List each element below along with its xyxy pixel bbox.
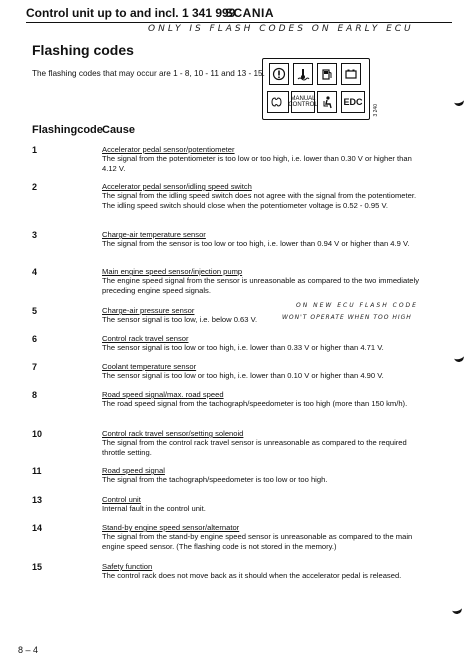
fault-description: The sensor signal is too low or too high, i.e. lower than 0.10 V or higher than 4.90 V. [102, 371, 384, 381]
flash-code-number: 15 [32, 562, 43, 572]
flash-code-number: 11 [32, 466, 42, 476]
header-title: Control unit up to and incl. 1 341 999 [26, 6, 236, 20]
handwritten-side-note-line2: WON'T OPERATE WHEN TOO HIGH [282, 314, 412, 321]
fault-name: Road speed signal [102, 466, 165, 475]
section-title: Flashing codes [32, 42, 134, 58]
fault-name: Control rack travel sensor/setting solenoid [102, 429, 244, 438]
edc-label: EDC [341, 91, 365, 113]
fault-name: Stand-by engine speed sensor/alternator [102, 523, 240, 532]
flash-code-number: 5 [32, 306, 38, 316]
flash-code-number: 2 [32, 182, 38, 192]
fault-description: The signal from the control rack travel sensor is unreasonable as compared to the required throttle setting. [102, 438, 407, 457]
fault-name: Control rack travel sensor [102, 334, 189, 343]
flash-code-number: 13 [32, 495, 43, 505]
figure-code: 3 240 [373, 104, 379, 117]
fault-name: Safety function [102, 562, 153, 571]
handwritten-side-note-line1: ON NEW ECU FLASH CODE [296, 302, 418, 309]
seated-person-icon [317, 91, 337, 113]
flash-code-number: 10 [32, 429, 43, 439]
engine-warning-icon [269, 63, 289, 85]
flash-code-number: 3 [32, 230, 38, 240]
fault-description: The signal from the potentiometer is too low or too high, i.e. lower than 0.30 V or higher than 4.12 V. [102, 154, 412, 173]
manual-control-label: MANUAL CONTROL [291, 91, 315, 113]
fault-description: The signal from the idling speed switch does not agree with the signal from the potentiometer. The idling speed switch should close when the potentiometer voltage is 0.52 - 0.95 V. [102, 191, 417, 210]
fault-name: Control unit [102, 495, 141, 504]
flash-code-number: 14 [32, 523, 43, 533]
fault-description: The signal from the stand-by engine speed sensor is unreasonable as compared to the main engine speed sensor. (The flashing code is not stored in the memory.) [102, 532, 413, 551]
fault-description: The control rack does not move back as it should when the accelerator pedal is released. [102, 571, 402, 581]
battery-icon [341, 63, 361, 85]
fault-description: The sensor signal is too low, i.e. below 0.63 V. [102, 315, 258, 325]
page-number: 8 – 4 [18, 645, 39, 655]
flash-code-number: 4 [32, 267, 38, 277]
fault-name: Accelerator pedal sensor/idling speed switch [102, 182, 252, 191]
column-header-code: Flashingcode [32, 124, 103, 136]
fault-name: Main engine speed sensor/injection pump [102, 267, 243, 276]
binding-hole-mark [453, 352, 465, 363]
fault-name: Road speed signal/max. road speed [102, 390, 224, 399]
brand-logo-text: SCANIA [225, 6, 275, 20]
binding-hole-mark [453, 96, 465, 107]
fault-name: Accelerator pedal sensor/potentiometer [102, 145, 235, 154]
fault-description: The signal from the sensor is too low or too high, i.e. lower than 0.94 V or higher than 4.9 V. [102, 239, 410, 249]
fault-name: Charge-air temperature sensor [102, 230, 206, 239]
flash-code-number: 1 [32, 145, 38, 155]
flash-code-number: 8 [32, 390, 38, 400]
glow-plug-icon [267, 91, 289, 113]
fault-description: The engine speed signal from the sensor is unreasonable as compared to the two immediately preceding engine speed signals. [102, 276, 420, 295]
fault-description: The road speed signal from the tachograph/speedometer is too high (more than 150 km/h). [102, 399, 408, 409]
column-header-cause: Cause [102, 124, 136, 136]
fault-description: The sensor signal is too low or too high, i.e. lower than 0.33 V or higher than 4.71 V. [102, 343, 384, 353]
fault-description: Internal fault in the control unit. [102, 504, 206, 514]
fault-description: The signal from the tachograph/speedometer is too low or too high. [102, 475, 328, 485]
fuel-pump-icon [317, 63, 337, 85]
fault-name: Coolant temperature sensor [102, 362, 197, 371]
header-rule [26, 22, 452, 23]
coolant-temperature-icon [293, 63, 313, 85]
flash-code-number: 6 [32, 334, 38, 344]
handwritten-top-note: ONLY IS FLASH CODES ON EARLY ECU [148, 24, 414, 34]
flash-code-number: 7 [32, 362, 38, 372]
warning-lamp-panel [262, 58, 370, 120]
intro-text: The flashing codes that may occur are 1 - 8, 10 - 11 and 13 - 15. [32, 69, 265, 78]
binding-hole-mark [451, 604, 463, 615]
fault-name: Charge-air pressure sensor [102, 306, 195, 315]
